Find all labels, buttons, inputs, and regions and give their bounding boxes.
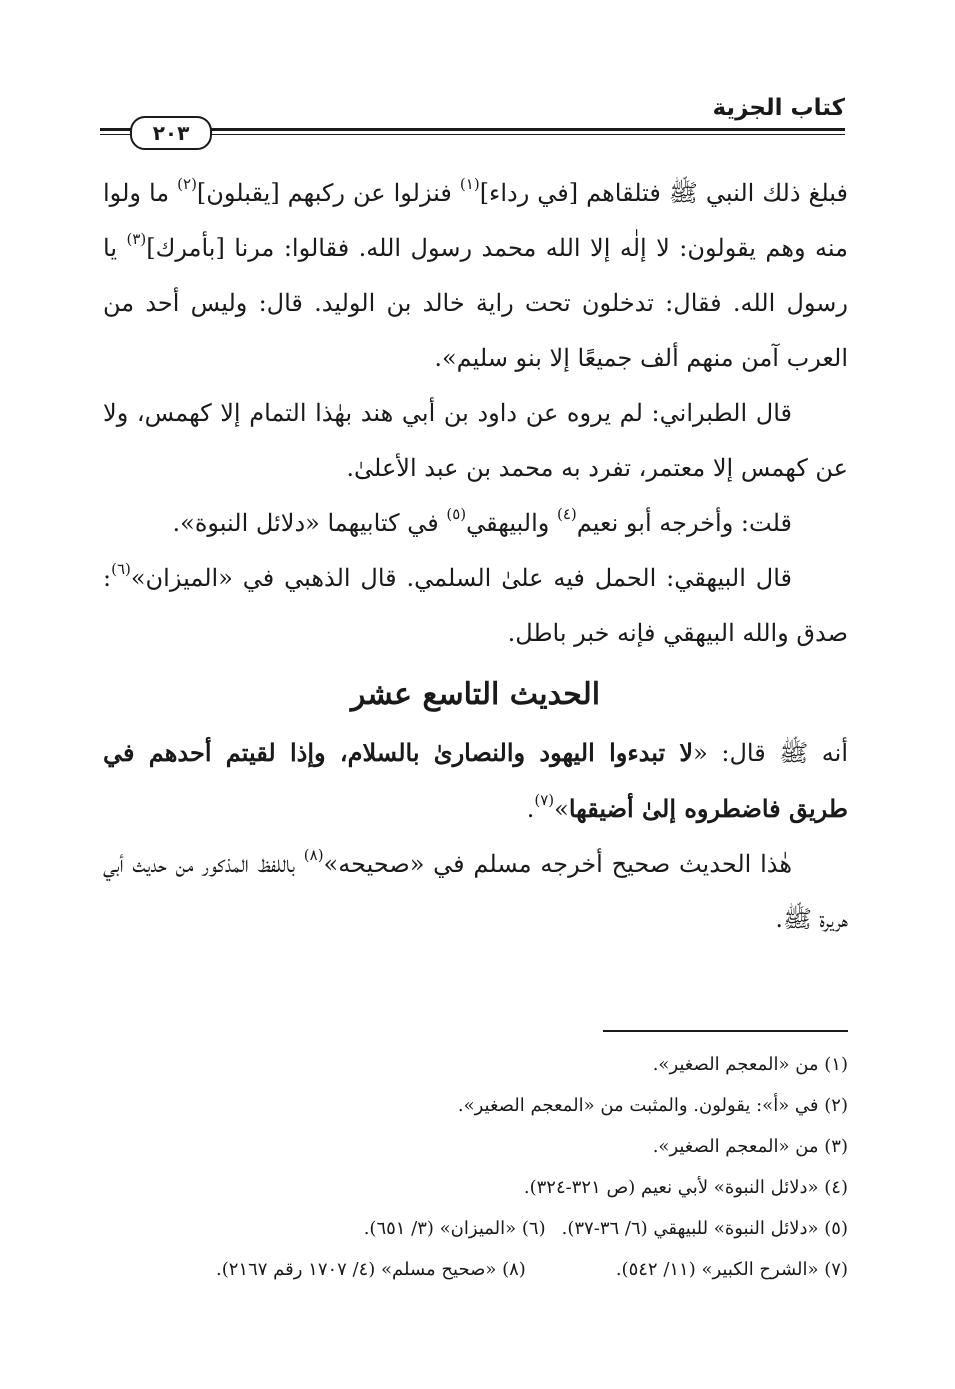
main-text: [103, 166, 848, 947]
footnote-ref-2[interactable]: (٢): [177, 175, 197, 193]
footnote-ref-1[interactable]: (١): [459, 175, 480, 193]
paragraph-3: قلت: وأخرجه أبو نعيم$^{(٤)}$ والبيهقي$^{(٥)}$ في كتابيهما «دلائل النبوة».: [172, 505, 792, 537]
footnote-separator: [603, 1030, 848, 1032]
footnote-ref-3[interactable]: (٣): [126, 230, 147, 248]
footnote-1: (١) من «المعجم الصغير».: [652, 1054, 848, 1075]
paragraph-4: قال البيهقي: الحمل فيه علىٰ السلمي. قال الذهبي في «الميزان»$^{(٦)}$: صدق والله البيهقي فإنه خبر باطل.: [103, 560, 848, 647]
footnote-7: (٧) «الشرح الكبير» (١١/ ٥٤٢).: [615, 1259, 848, 1280]
footnote-5: (٥) «دلائل النبوة» للبيهقي (٦/ ٣٦-٣٧).: [561, 1218, 848, 1239]
running-header: [100, 92, 845, 152]
footnote-8: (٨) «صحيح مسلم» (٤/ ١٧٠٧ رقم ٢١٦٧).: [216, 1259, 526, 1280]
footnote-ref-7[interactable]: (٧): [534, 791, 555, 809]
footnote-line-7-8: [103, 1249, 848, 1290]
footnote-ref-6[interactable]: (٦): [111, 560, 131, 578]
footnote-4: (٤) «دلائل النبوة» لأبي نعيم (ص ٣٢١-٣٢٤).: [523, 1177, 848, 1198]
section-title: الحديث التاسع عشر: [350, 677, 601, 712]
paragraph-1: فبلغ ذلك النبي ﷺ فتلقاهم [في رداء]$^{(١)}$ فنزلوا عن ركبهم [يقبلون]$^{(٢)}$ ما ولوا منه وهم يقولون: لا إلٰه إلا الله محمد رسول الله. فقالوا: مرنا [بأمرك]$^{(٣)}$ يا رسول الله. فقال: تدخلون تحت راية خالد بن الوليد. قال: وليس أحد من العرب آمن منهم ألف جميعًا إلا بنو سليم».: [103, 175, 848, 372]
footnote-3: (٣) من «المعجم الصغير».: [652, 1136, 848, 1157]
paragraph-6: هٰذا الحديث صحيح أخرجه مسلم في «صحيحه»$^{(٨)}$ باللفظ المذكور من حديث أبي هريرة ﷺ.: [103, 846, 848, 933]
footnotes: [103, 1044, 848, 1290]
footnote-line-5-6: [103, 1208, 848, 1249]
footnote-ref-8[interactable]: (٨): [303, 846, 324, 864]
footnote-ref-5[interactable]: (٥): [446, 505, 467, 523]
page-number: ٢٠٣: [130, 116, 212, 150]
footnote-ref-4[interactable]: (٤): [557, 505, 577, 523]
paragraph-5: أنه ﷺ قال: «لا تبدءوا اليهود والنصارىٰ بالسلام، وإذا لقيتم أحدهم في طريق فاضطروه إلىٰ أضيقها»$^{(٧)}$.: [103, 738, 848, 823]
footnote-6: (٦) «الميزان» (٣/ ٦٥١).: [363, 1218, 546, 1239]
paragraph-2: قال الطبراني: لم يروه عن داود بن أبي هند بهٰذا التمام إلا كهمس، ولا عن كهمس إلا معتمر، تفرد به محمد بن عبد الأعلىٰ.: [103, 399, 848, 482]
footnote-2: (٢) في «أ»: يقولون. والمثبت من «المعجم الصغير».: [457, 1095, 848, 1116]
book-title: كتاب الجزية: [712, 95, 845, 121]
hadith-text: لا تبدءوا اليهود والنصارىٰ بالسلام، وإذا لقيتم أحدهم في طريق فاضطروه إلىٰ أضيقها: [103, 738, 848, 823]
